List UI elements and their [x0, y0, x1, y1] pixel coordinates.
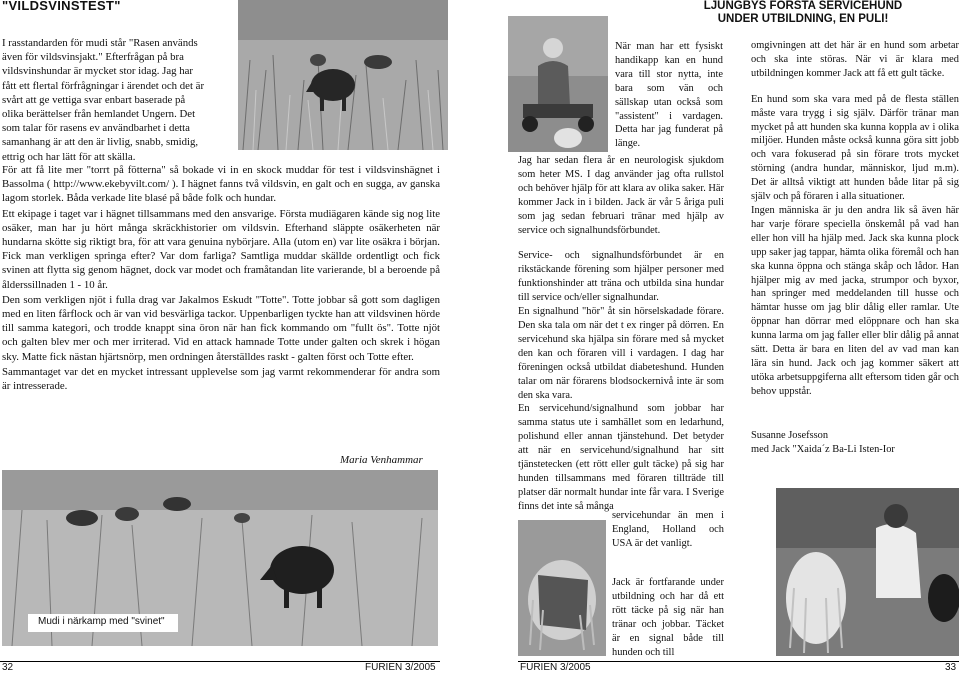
footer-magazine: FURIEN 3/2005 [520, 662, 591, 673]
article-title: "VILDSVINSTEST" [2, 0, 121, 13]
paragraph: En hund som ska vara med på de flesta ställen måste vara trygg i sig själv. Därför tränar man mycket på att hunden ska kunna koppla av i olika miljöer. Hunden måste också kunna göra sitt jobb och vara fokuserad på sin förare trots mycket störning (andra hundar, människor, ljud m.m). Det är alltså viktigt att hunden både litar på sig själv och på föraren i alla situationer. [751, 93, 959, 203]
paragraph: Den som verkligen njöt i fulla drag var Jakalmos Eskudt "Totte". Totte jobbar så gott som dagligen med en liten fårflock och är van vid besvärliga tackor. Uppenbarligen tyckte han att vildsvinen hörde till samma kategori, och trodde knappt sina öron när han fick kommando om "fullt ös". Totte njöt och galten blev mer och mer irriterad. Vid en attack hamnade Totte under galten och skrek i högan sky. Matte fick nästan hjärtsnörp, men ordningen återställdes raskt - galten först och Totte efter. [2, 293, 440, 363]
paragraph: En signalhund "hör" åt sin hörselskadade förare. Den ska tala om när det t ex ringer på dörren. En servicehund ska hjälpa sin förare med så mycket den kan och föraren vill i vardagen. I dag har föreningen också utbildat diabeteshund. Hunden talar om när förarens blodsockernivå inte är som den ska vara. [518, 306, 724, 401]
right-page [508, 0, 959, 675]
paragraph: För att få lite mer "torrt på fötterna" så bokade vi in en skock muddar för test i vildsvinshägnet i Bassolma ( http://www.ekebyvilt.com/ ). I hägnet fanns två vildsvin, en galt och en sugga, av ganska lagom storlek. Båda verkade lite blasé på både folk och hundar. [2, 164, 440, 205]
title-line-1: LJUNGBYS FÖRSTA SERVICEHUND [703, 0, 903, 12]
paragraph: Ett ekipage i taget var i hägnet tillsammans med den ansvarige. Första mudiägaren kände sig nog lite osäker, man har ju hört många skräckhistorier om vildsvin. Efterhand släppte osäkerheten när hundarna skötte sig riktigt bra, för att vara genuina nybörjare. Alla (utom en) var lite osäkra i början. Fick man verkligen springa efter? Var dom farliga? Samtliga muddar skällde ordentligt och fick svinen att flytta sig genom hägnet, dock var modet och framåtandan lite varierande, bl a beroende på ålderssillnaden 1 - 10 år. [2, 207, 440, 291]
intro-line: vildsvinshundar är mycket stor idag. Jag har [2, 65, 194, 78]
signature-dog: med Jack "Xaida´z Ba-Li Isten-Ior [751, 443, 895, 455]
photo-caption: Mudi i närkamp med "svinet" [38, 616, 165, 627]
paragraph: Ingen människa är ju den andra lik så även här har varje förare speciella önskemål på vad han eller hon vill ha hjälp med. Jack ska kunna plock upp saker jag tappar, hämta olika föremål och han ska kunna öppna och stänga skåp och lådor. Han hjälper mig av med jacka, strumpor och byxor, han springer med meddelanden till husse och hämtar husse om jag blir dålig eller ramlar. Ute öppnar han dörrar med elöppnare och han ska kunna larma om jag faller eller blir dålig på annat sätt. Detta är bara en liten del av vad man kan lära sin hund. Jack och jag kommer säkert att utöka arbetsuppgiferna allt eftersom tiden går och behov uppstår. [751, 204, 959, 397]
intro-line: även för vildsvinsjakt." Efterfrågan på bra [2, 51, 184, 64]
footer-magazine: FURIEN 3/2005 [365, 662, 436, 673]
intro-line: ettrig och har lätt för att skälla. [2, 150, 136, 163]
photo-caption-box [28, 614, 178, 632]
page-number: 33 [945, 662, 957, 673]
page-number: 32 [2, 662, 14, 673]
article-title [648, 0, 958, 26]
col1-beside-photo2: servicehundar än men i England, Holland och USA är det vanligt. [612, 510, 724, 549]
body-text [2, 163, 440, 393]
paragraph: Service- och signalhundsförbundet är en rikstäckande förening som hjälper personer med funktionshinder att träna och utbilda sina hundar till service och/eller signalhundar. [518, 250, 724, 304]
intro-line: som talar för rasens ev användbarhet i detta [2, 122, 190, 135]
intro-line: fått ett flertal förfrågningar i ärendet och det är [2, 79, 205, 92]
signature-name: Susanne Josefsson [751, 430, 829, 441]
title-line-2: UNDER UTBILDNING, EN PULI! [717, 13, 889, 25]
paragraph: Jag har sedan flera år en neurologisk sjukdom som heter MS. I dag använder jag ofta rullstol och behöver hjälp för att klara av olika saker. Här kommer Jack in i bilden. Jack är vår 5 åriga puli som jag sedan februari tränar med hjälp av service och signalhundsförbundet. [518, 155, 724, 236]
intro-line: svårt att ge vettiga svar enbart baserade på [2, 93, 186, 106]
intro-line: I rasstandarden för mudi står "Rasen används [2, 37, 198, 49]
paragraph: omgivningen att det här är en hund som arbetar och ska inte störas. När vi är klara med utbildningen kommer Jack att få ett gult täcke. [751, 40, 959, 79]
boar-meadow-photo [238, 0, 448, 150]
intro-line: samanhang är att den är livlig, snabb, smidig, [2, 136, 199, 149]
photo-caption: Jack är fortfarande under utbildning och har då ett rött täcke på sig när han tränar och jobbar. Täcket är en signal både till hunden och till [612, 577, 724, 658]
paragraph: Sammantaget var det en mycket intressant upplevelse som jag varmt rekommenderar för andra som är intresserade. [2, 365, 440, 393]
left-page [0, 0, 448, 675]
intro-text [2, 36, 238, 164]
signature [751, 429, 959, 457]
woman-scooter-photo [508, 16, 608, 152]
intro-line: olika berättelser från hemlandet Ungern. Det [2, 108, 196, 121]
puli-cover-photo [518, 520, 606, 656]
col2-body [751, 39, 959, 399]
author-name: Maria Venhammar [340, 454, 423, 466]
col1-body [518, 154, 724, 514]
paragraph: En servicehund/signalhund som jobbar har samma status ute i samhället som en ledarhund, polishund eller annan tjänstehund. Det betyder att när en servicehund/signalhund har sitt tjänstetecken (ett rött eller gult täcke) på sig har hunden tillsammans med föraren tillträde till platser där normalt hundar inte får vara. I Sverige finns det inte så många [518, 403, 724, 512]
woman-pulik-photo [776, 488, 959, 656]
col1-beside-photo: När man har ett fysiskt handikapp kan en hund vara till stor nytta, inte bara som vän och sällskap utan också som "assistent" i vardagen. Detta har jag funderat på länge. [615, 41, 723, 150]
